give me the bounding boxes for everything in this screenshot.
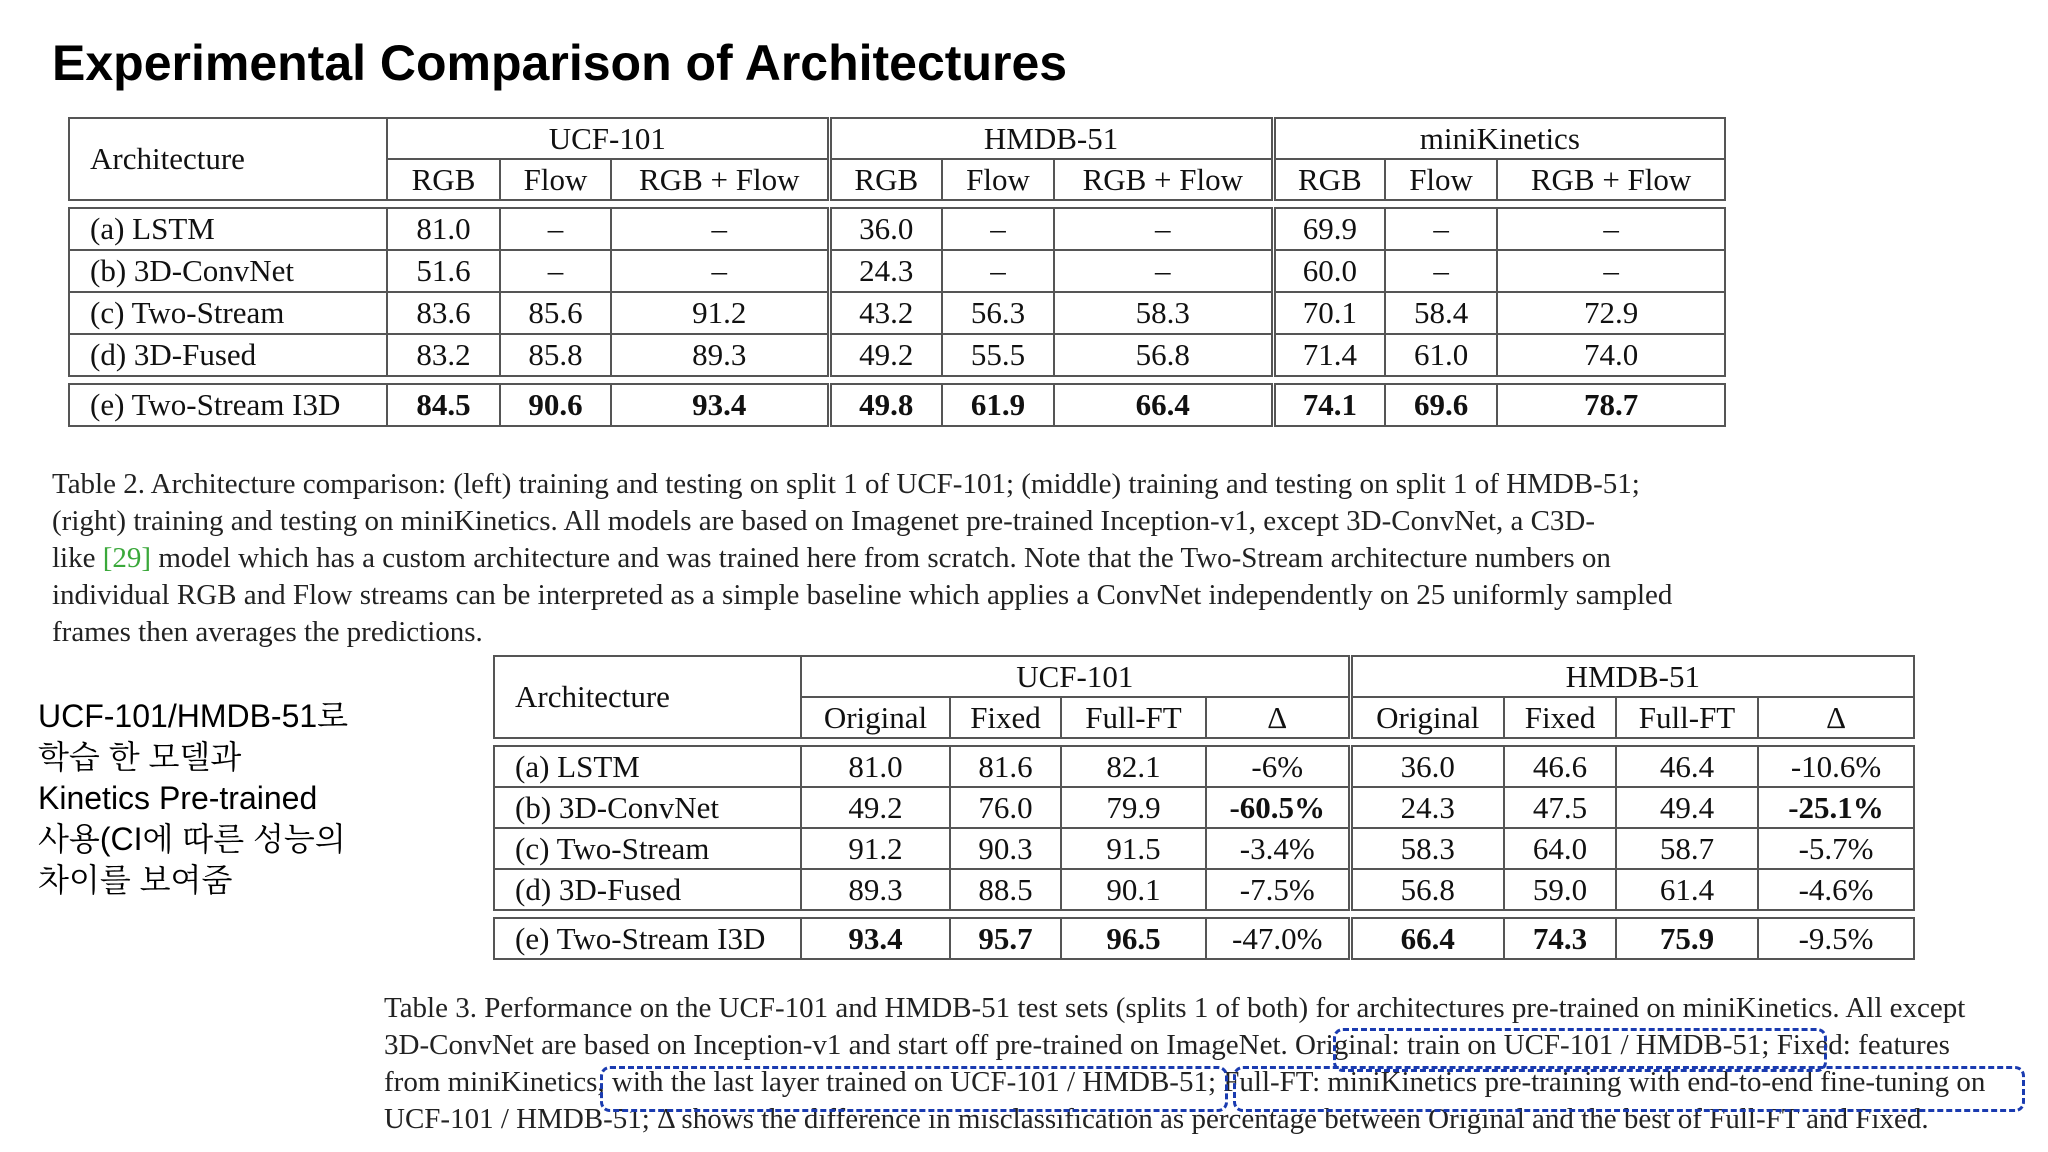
table2-cell: 72.9 (1497, 292, 1725, 334)
caption-line: frames then averages the predictions. (52, 616, 483, 648)
table2-cell: 69.9 (1273, 208, 1385, 250)
table3-cell: 64.0 (1504, 828, 1616, 869)
table2-cell: 24.3 (829, 250, 942, 292)
table2-cell: 74.0 (1497, 334, 1725, 376)
table2-cell: – (1054, 250, 1273, 292)
table3-cell: 91.5 (1061, 828, 1206, 869)
table2-cell: – (1054, 208, 1273, 250)
table-row (69, 208, 1725, 250)
table2-subheader: RGB + Flow (1054, 159, 1273, 200)
table2-subheader: Flow (1385, 159, 1497, 200)
table2-cell: 89.3 (611, 334, 829, 376)
table2-cell: – (1497, 250, 1725, 292)
table2-cell: 51.6 (387, 250, 500, 292)
table2-subheader: RGB + Flow (611, 159, 829, 200)
highlight-fixed (600, 1066, 1228, 1112)
table3-cell: 46.6 (1504, 746, 1616, 787)
table3-cell: 24.3 (1350, 787, 1504, 828)
table2-row-arch: (b) 3D-ConvNet (69, 250, 387, 292)
table3-cell: 58.7 (1616, 828, 1758, 869)
table2-cell: 61.0 (1385, 334, 1497, 376)
table3-cell: 46.4 (1616, 746, 1758, 787)
slide-title: Experimental Comparison of Architectures (52, 35, 1068, 91)
table2-cell: – (942, 208, 1054, 250)
table3-cell: -9.5% (1758, 918, 1914, 959)
citation-link[interactable]: [29] (102, 542, 152, 574)
table3-subheader: Δ (1758, 697, 1914, 738)
table3-cell: 90.3 (950, 828, 1061, 869)
table3-subheader: Fixed (1504, 697, 1616, 738)
table-row (494, 869, 1914, 910)
table2-cell: 66.4 (1054, 384, 1273, 426)
table3-arch-header: Architecture (494, 656, 801, 738)
table2-row-arch: (a) LSTM (69, 208, 387, 250)
table2-cell: 83.6 (387, 292, 500, 334)
table3-cell: 75.9 (1616, 918, 1758, 959)
note-line: Kinetics Pre-trained (38, 780, 318, 816)
table2-cell: 85.8 (500, 334, 611, 376)
table2-cell: 56.8 (1054, 334, 1273, 376)
table2-row-arch: (c) Two-Stream (69, 292, 387, 334)
highlight-full-ft (1233, 1066, 2025, 1112)
note-line: UCF-101/HMDB-51로 (38, 698, 349, 734)
table3-subheader: Fixed (950, 697, 1061, 738)
table3-row-arch: (c) Two-Stream (494, 828, 801, 869)
table2-cell: 43.2 (829, 292, 942, 334)
caption-line: (right) training and testing on miniKinetics. All models are based on Imagenet pre-trained Inception-v1, except 3D-ConvNet, a C3D- (52, 505, 1596, 537)
table2-cell: – (611, 208, 829, 250)
table3-cell: 82.1 (1061, 746, 1206, 787)
table3-cell: -3.4% (1206, 828, 1350, 869)
table2-cell: 93.4 (611, 384, 829, 426)
table-row (494, 787, 1914, 828)
table2-cell: 71.4 (1273, 334, 1385, 376)
table2-cell: 36.0 (829, 208, 942, 250)
table2-cell: – (1385, 250, 1497, 292)
table2-cell: – (500, 208, 611, 250)
table2-cell: 56.3 (942, 292, 1054, 334)
table3-cell: 88.5 (950, 869, 1061, 910)
table3-cell: -25.1% (1758, 787, 1914, 828)
table3-row-arch: (e) Two-Stream I3D (494, 918, 801, 959)
table-row (69, 334, 1725, 376)
table3-cell: -60.5% (1206, 787, 1350, 828)
table3-pretraining-performance (493, 655, 1915, 960)
caption-line (52, 540, 1742, 577)
table3-subheader: Full-FT (1616, 697, 1758, 738)
table3-cell: -4.6% (1758, 869, 1914, 910)
table3-cell: 91.2 (801, 828, 950, 869)
caption-line: 3D-ConvNet are based on Inception-v1 and start off pre-trained on ImageNet. Original: train on UCF-101 / HMDB-51; Fixed: features (384, 1029, 1950, 1061)
table3-cell: -47.0% (1206, 918, 1350, 959)
table3-cell: 59.0 (1504, 869, 1616, 910)
korean-note (38, 696, 348, 901)
table2-cell: – (1497, 208, 1725, 250)
table2-cell: 84.5 (387, 384, 500, 426)
table2-cell: – (611, 250, 829, 292)
table3-group-hmdb: HMDB-51 (1350, 656, 1914, 697)
table3-cell: 47.5 (1504, 787, 1616, 828)
table2-arch-header: Architecture (69, 118, 387, 200)
table2-group-hmdb: HMDB-51 (829, 118, 1273, 159)
table3-cell: 74.3 (1504, 918, 1616, 959)
table2-subheader: RGB (1273, 159, 1385, 200)
note-line: 차이를 보여줌 (38, 862, 233, 898)
table3-cell: 96.5 (1061, 918, 1206, 959)
table-row (69, 384, 1725, 426)
table3-cell: -5.7% (1758, 828, 1914, 869)
table-row (494, 746, 1914, 787)
table3-cell: 58.3 (1350, 828, 1504, 869)
table3-cell: 90.1 (1061, 869, 1206, 910)
table3-cell: 76.0 (950, 787, 1061, 828)
caption-text: like (52, 542, 103, 574)
table2-cell: 74.1 (1273, 384, 1385, 426)
table2-cell: – (942, 250, 1054, 292)
table2-subheader: RGB (387, 159, 500, 200)
table3-cell: 49.4 (1616, 787, 1758, 828)
table2-cell: 60.0 (1273, 250, 1385, 292)
table3-cell: 81.6 (950, 746, 1061, 787)
caption-line: Table 3. Performance on the UCF-101 and HMDB-51 test sets (splits 1 of both) for architectures pre-trained on miniKinetics. All except (384, 992, 1966, 1024)
table2-cell: 58.3 (1054, 292, 1273, 334)
table3-subheader: Δ (1206, 697, 1350, 738)
table2-cell: 91.2 (611, 292, 829, 334)
table2-subheader: RGB + Flow (1497, 159, 1725, 200)
table3-subheader: Original (1350, 697, 1504, 738)
table3-cell: 56.8 (1350, 869, 1504, 910)
caption-text: model which has a custom architecture and was trained here from scratch. Note that the Two-Stream architecture numbers on (151, 542, 1611, 574)
table3-group-ucf: UCF-101 (801, 656, 1350, 697)
table3-subheader: Original (801, 697, 950, 738)
table2-cell: 61.9 (942, 384, 1054, 426)
table2-caption (52, 466, 1742, 651)
caption-line: Table 2. Architecture comparison: (left) training and testing on split 1 of UCF-101; (middle) training and testing on split 1 of HMDB-51; (52, 468, 1640, 500)
table2-cell: 49.2 (829, 334, 942, 376)
table3-cell: 66.4 (1350, 918, 1504, 959)
table3-cell: 95.7 (950, 918, 1061, 959)
caption-line: from miniKinetics, with the last layer trained on UCF-101 / HMDB-51; Full-FT: miniKinetics pre-training with end-to-end fine-tuning on (384, 1066, 1986, 1098)
table2-cell: 70.1 (1273, 292, 1385, 334)
table3-cell: -7.5% (1206, 869, 1350, 910)
table2-group-minikinetics: miniKinetics (1273, 118, 1725, 159)
table2-cell: 55.5 (942, 334, 1054, 376)
table2-cell: 90.6 (500, 384, 611, 426)
note-line: 사용(CI에 따른 성능의 (38, 821, 346, 857)
table3-cell: 49.2 (801, 787, 950, 828)
table3-row-arch: (a) LSTM (494, 746, 801, 787)
table2-cell: – (500, 250, 611, 292)
table3-row-arch: (d) 3D-Fused (494, 869, 801, 910)
table-row (69, 250, 1725, 292)
table2-subheader: RGB (829, 159, 942, 200)
table3-cell: 79.9 (1061, 787, 1206, 828)
table2-cell: 69.6 (1385, 384, 1497, 426)
table3-cell: -10.6% (1758, 746, 1914, 787)
table2-cell: 58.4 (1385, 292, 1497, 334)
table2-cell: 81.0 (387, 208, 500, 250)
table2-row-arch: (e) Two-Stream I3D (69, 384, 387, 426)
table3-cell: 81.0 (801, 746, 950, 787)
table-row (494, 918, 1914, 959)
table2-cell: 85.6 (500, 292, 611, 334)
table2-cell: – (1385, 208, 1497, 250)
caption-line: UCF-101 / HMDB-51; Δ shows the difference in misclassification as percentage between Original and the best of Full-FT and Fixed. (384, 1103, 1929, 1135)
table3-cell: -6% (1206, 746, 1350, 787)
table2-architecture-comparison (68, 117, 1726, 427)
table2-cell: 83.2 (387, 334, 500, 376)
table2-subheader: Flow (500, 159, 611, 200)
table2-group-ucf: UCF-101 (387, 118, 829, 159)
table3-cell: 89.3 (801, 869, 950, 910)
table3-cell: 36.0 (1350, 746, 1504, 787)
table3-cell: 61.4 (1616, 869, 1758, 910)
table-row (494, 828, 1914, 869)
table3-subheader: Full-FT (1061, 697, 1206, 738)
caption-line: individual RGB and Flow streams can be interpreted as a simple baseline which applies a ConvNet independently on 25 uniformly sampled (52, 579, 1673, 611)
table2-row-arch: (d) 3D-Fused (69, 334, 387, 376)
table2-cell: 49.8 (829, 384, 942, 426)
table3-cell: 93.4 (801, 918, 950, 959)
note-line: 학습 한 모델과 (38, 739, 242, 775)
table-row (69, 292, 1725, 334)
table2-cell: 78.7 (1497, 384, 1725, 426)
table3-row-arch: (b) 3D-ConvNet (494, 787, 801, 828)
table2-subheader: Flow (942, 159, 1054, 200)
